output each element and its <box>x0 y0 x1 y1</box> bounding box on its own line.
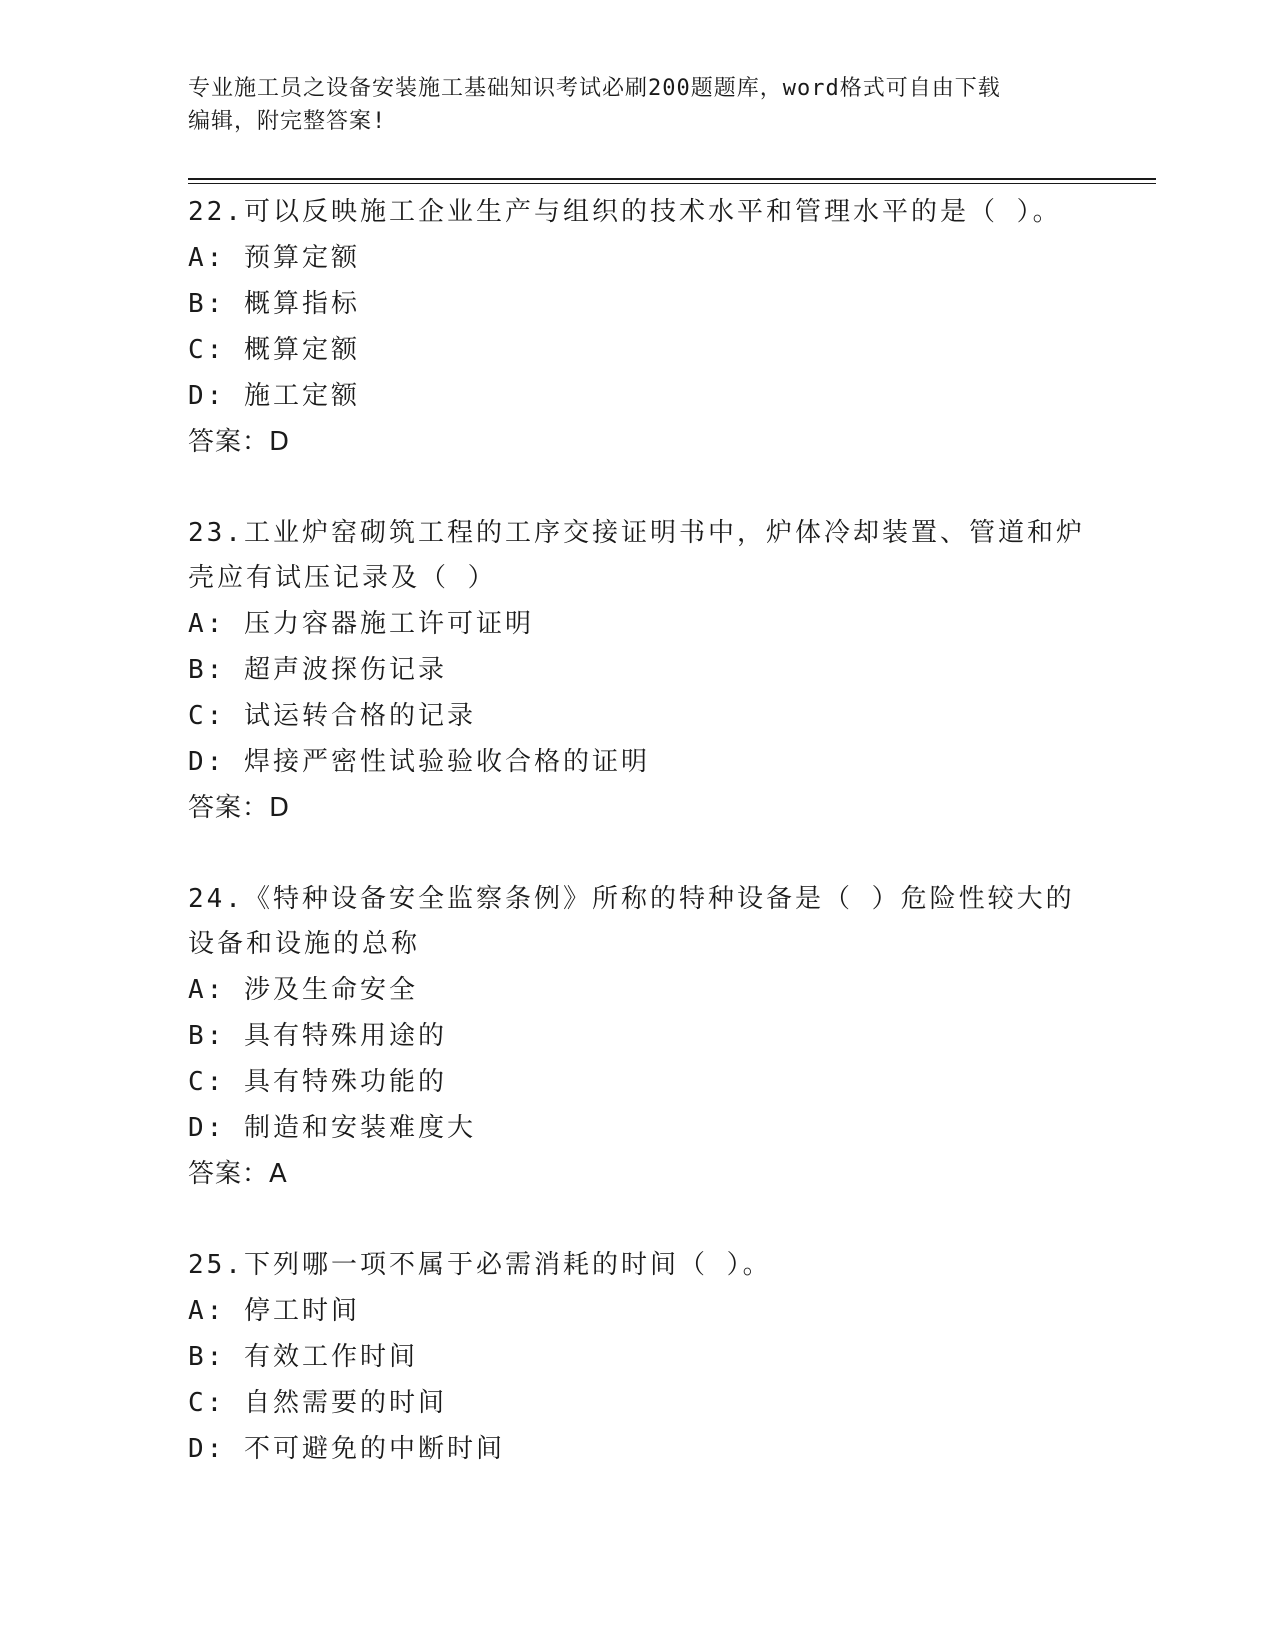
option-b: B: 有效工作时间 <box>188 1342 418 1372</box>
question-text: 22.可以反映施工企业生产与组织的技术水平和管理水平的是（ ）。 <box>188 197 1062 227</box>
spacer <box>188 465 1088 511</box>
question-text-line-1: 24.《特种设备安全监察条例》所称的特种设备是（ ）危险性较大的 <box>188 884 1075 914</box>
option-d: D: 施工定额 <box>188 381 360 411</box>
header-divider-thin <box>188 183 1156 184</box>
option-b: B: 超声波探伤记录 <box>188 655 447 685</box>
header-line-1: 专业施工员之设备安装施工基础知识考试必刷200题题库，word格式可自由下载 <box>188 76 1001 101</box>
option-d: D: 不可避免的中断时间 <box>188 1434 505 1464</box>
answer: 答案：A <box>188 1159 288 1189</box>
option-c: C: 概算定额 <box>188 335 360 365</box>
question-23 <box>188 511 1088 831</box>
question-25 <box>188 1243 1088 1472</box>
document-header <box>188 72 1068 138</box>
spacer <box>188 1197 1088 1243</box>
question-24 <box>188 877 1088 1197</box>
option-d: D: 焊接严密性试验验收合格的证明 <box>188 747 650 777</box>
header-divider-thick <box>188 178 1156 180</box>
spacer <box>188 831 1088 877</box>
question-text-line-2: 壳应有试压记录及（ ） <box>188 563 497 593</box>
option-b: B: 具有特殊用途的 <box>188 1021 447 1051</box>
question-text: 25.下列哪一项不属于必需消耗的时间（ ）。 <box>188 1250 772 1280</box>
option-a: A: 预算定额 <box>188 243 360 273</box>
question-text-line-2: 设备和设施的总称 <box>188 929 421 959</box>
answer: 答案：D <box>188 427 291 457</box>
option-c: C: 具有特殊功能的 <box>188 1067 447 1097</box>
option-d: D: 制造和安装难度大 <box>188 1113 476 1143</box>
question-text-line-1: 23.工业炉窑砌筑工程的工序交接证明书中，炉体冷却装置、管道和炉 <box>188 518 1085 548</box>
header-line-2: 编辑，附完整答案! <box>188 109 387 134</box>
option-a: A: 停工时间 <box>188 1296 360 1326</box>
question-22 <box>188 190 1088 465</box>
option-b: B: 概算指标 <box>188 289 360 319</box>
option-c: C: 试运转合格的记录 <box>188 701 476 731</box>
option-a: A: 压力容器施工许可证明 <box>188 609 534 639</box>
option-a: A: 涉及生命安全 <box>188 975 418 1005</box>
question-list <box>188 190 1088 1472</box>
answer: 答案：D <box>188 793 291 823</box>
option-c: C: 自然需要的时间 <box>188 1388 447 1418</box>
